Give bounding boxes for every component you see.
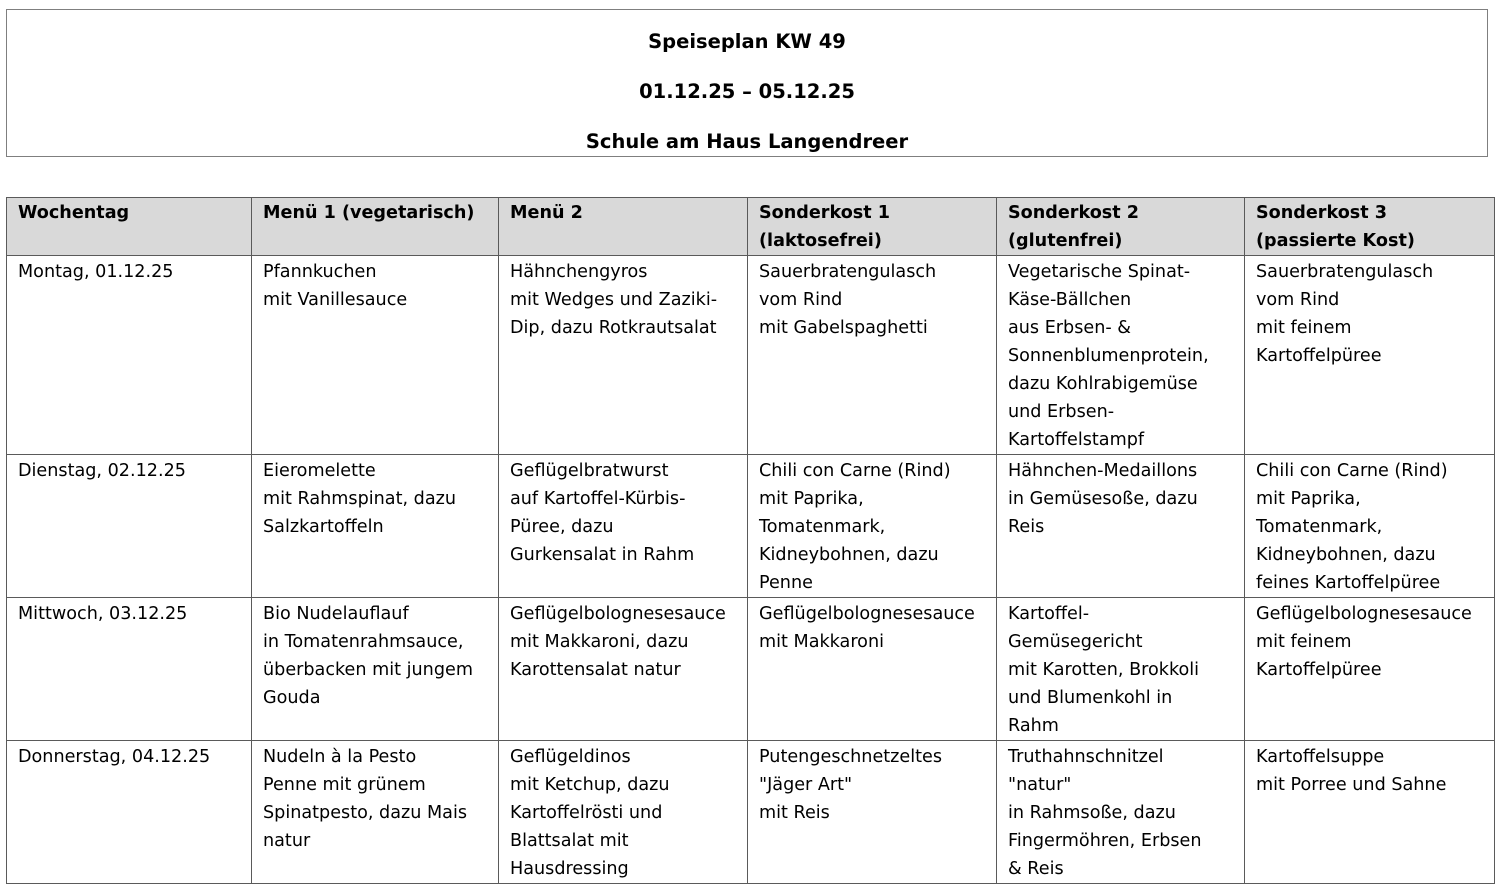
cell-text-line: Bio Nudelauflauf: [263, 604, 409, 624]
cell-text-line: Sonderkost 3: [1256, 203, 1388, 223]
cell-text-line: Penne mit grünem: [263, 775, 426, 795]
cell-text-line: Rahm: [1008, 716, 1059, 736]
table-row: [7, 256, 1495, 455]
cell-text-line: Penne: [759, 573, 813, 593]
cell-text-line: feines Kartoffelpüree: [1256, 573, 1441, 593]
cell-text-line: und Blumenkohl in: [1008, 688, 1173, 708]
cell-text-line: Geflügelbolognesesauce: [510, 604, 726, 624]
meal-cell-sonderkost-2-gluten-free: [997, 455, 1245, 598]
weekday-cell: [7, 455, 252, 598]
meal-cell-menu-1-vegetarian: [252, 455, 499, 598]
cell-text-line: Chili con Carne (Rind): [1256, 461, 1448, 481]
table-row: [7, 455, 1495, 598]
table-row: [7, 598, 1495, 741]
cell-text-line: Tomatenmark,: [1256, 517, 1383, 537]
meal-cell-menu-1-vegetarian: [252, 256, 499, 455]
cell-text-line: natur: [263, 831, 311, 851]
weekday-label: Dienstag, 02.12.25: [18, 461, 186, 481]
cell-text-line: Gemüsegericht: [1008, 632, 1143, 652]
meal-cell-sonderkost-1-lactose-free: [748, 455, 997, 598]
cell-text-line: Kartoffelpüree: [1256, 660, 1382, 680]
cell-text-line: Sauerbratengulasch: [1256, 262, 1434, 282]
cell-text-line: Kidneybohnen, dazu: [759, 545, 939, 565]
column-header-weekday: [7, 198, 252, 256]
column-header-menu-1-vegetarian: [252, 198, 499, 256]
cell-text-line: Karottensalat natur: [510, 660, 681, 680]
meal-cell-menu-2: [499, 598, 748, 741]
cell-text-line: Dip, dazu Rotkrautsalat: [510, 318, 717, 338]
cell-text-line: "Jäger Art": [759, 775, 853, 795]
cell-text-line: Geflügelbolognesesauce: [1256, 604, 1472, 624]
cell-text-line: vom Rind: [1256, 290, 1340, 310]
cell-text-line: Geflügelbolognesesauce: [759, 604, 975, 624]
cell-text-line: Blattsalat mit: [510, 831, 629, 851]
cell-text-line: überbacken mit jungem: [263, 660, 473, 680]
cell-text-line: Putengeschnetzeltes: [759, 747, 943, 767]
cell-text-line: Sonnenblumenprotein,: [1008, 346, 1209, 366]
cell-text-line: "natur": [1008, 775, 1072, 795]
cell-text-line: in Rahmsoße, dazu: [1008, 803, 1176, 823]
cell-text-line: Reis: [1008, 517, 1045, 537]
cell-text-line: (laktosefrei): [759, 231, 882, 251]
meal-cell-sonderkost-3-pureed: [1245, 598, 1495, 741]
meal-cell-sonderkost-2-gluten-free: [997, 598, 1245, 741]
cell-text-line: Kartoffel-: [1008, 604, 1090, 624]
cell-text-line: Pfannkuchen: [263, 262, 377, 282]
cell-text-line: in Tomatenrahmsauce,: [263, 632, 464, 652]
meal-cell-sonderkost-3-pureed: [1245, 455, 1495, 598]
cell-text-line: Salzkartoffeln: [263, 517, 384, 537]
cell-text-line: Spinatpesto, dazu Mais: [263, 803, 468, 823]
cell-text-line: mit Reis: [759, 803, 830, 823]
meal-cell-sonderkost-3-pureed: [1245, 256, 1495, 455]
cell-text-line: Sonderkost 2: [1008, 203, 1140, 223]
cell-text-line: mit Makkaroni: [759, 632, 884, 652]
weekday-cell: [7, 256, 252, 455]
weekday-cell: [7, 741, 252, 884]
menu-table: [6, 197, 1495, 884]
plan-title: Speiseplan KW 49: [648, 30, 846, 53]
meal-cell-menu-2: [499, 741, 748, 884]
cell-text-line: Chili con Carne (Rind): [759, 461, 951, 481]
cell-text-line: mit Paprika,: [759, 489, 864, 509]
meal-cell-sonderkost-3-pureed: [1245, 741, 1495, 884]
cell-text-line: Hähnchengyros: [510, 262, 648, 282]
cell-text-line: Kartoffelstampf: [1008, 430, 1145, 450]
cell-text-line: Vegetarische Spinat-: [1008, 262, 1191, 282]
cell-text-line: und Erbsen-: [1008, 402, 1115, 422]
cell-text-line: mit feinem: [1256, 318, 1352, 338]
cell-text-line: Geflügeldinos: [510, 747, 631, 767]
cell-text-line: mit Makkaroni, dazu: [510, 632, 689, 652]
cell-text-line: Gouda: [263, 688, 321, 708]
cell-text-line: mit Vanillesauce: [263, 290, 408, 310]
cell-text-line: (passierte Kost): [1256, 231, 1415, 251]
cell-text-line: (glutenfrei): [1008, 231, 1123, 251]
weekday-label: Donnerstag, 04.12.25: [18, 747, 211, 767]
cell-text-line: mit Gabelspaghetti: [759, 318, 928, 338]
meal-cell-sonderkost-1-lactose-free: [748, 256, 997, 455]
meal-cell-sonderkost-1-lactose-free: [748, 741, 997, 884]
menu-table-body: [7, 198, 1495, 884]
meal-cell-menu-2: [499, 256, 748, 455]
cell-text-line: Kartoffelpüree: [1256, 346, 1382, 366]
cell-text-line: mit Rahmspinat, dazu: [263, 489, 456, 509]
cell-text-line: vom Rind: [759, 290, 843, 310]
cell-text-line: Geflügelbratwurst: [510, 461, 669, 481]
cell-text-line: in Gemüsesoße, dazu: [1008, 489, 1198, 509]
cell-text-line: Gurkensalat in Rahm: [510, 545, 695, 565]
meal-cell-sonderkost-1-lactose-free: [748, 598, 997, 741]
cell-text-line: mit Karotten, Brokkoli: [1008, 660, 1200, 680]
meal-cell-menu-1-vegetarian: [252, 741, 499, 884]
weekday-label: Montag, 01.12.25: [18, 262, 174, 282]
cell-text-line: Käse-Bällchen: [1008, 290, 1132, 310]
cell-text-line: Eieromelette: [263, 461, 376, 481]
date-range: 01.12.25 – 05.12.25: [639, 80, 855, 103]
meal-cell-menu-1-vegetarian: [252, 598, 499, 741]
meal-cell-sonderkost-2-gluten-free: [997, 256, 1245, 455]
cell-text-line: auf Kartoffel-Kürbis-: [510, 489, 686, 509]
cell-text-line: Wochentag: [18, 203, 130, 223]
cell-text-line: Menü 2: [510, 203, 583, 223]
cell-text-line: mit feinem: [1256, 632, 1352, 652]
cell-text-line: Tomatenmark,: [759, 517, 886, 537]
column-header-menu-2: [499, 198, 748, 256]
school-name: Schule am Haus Langendreer: [585, 130, 909, 153]
plan-header: [6, 9, 1488, 157]
cell-text-line: Püree, dazu: [510, 517, 614, 537]
column-header-sonderkost-1-lactose-free: [748, 198, 997, 256]
cell-text-line: Kartoffelsuppe: [1256, 747, 1385, 767]
cell-text-line: & Reis: [1008, 859, 1064, 879]
cell-text-line: dazu Kohlrabigemüse: [1008, 374, 1198, 394]
meal-cell-menu-2: [499, 455, 748, 598]
cell-text-line: mit Porree und Sahne: [1256, 775, 1447, 795]
cell-text-line: Truthahnschnitzel: [1008, 747, 1164, 767]
cell-text-line: Sonderkost 1: [759, 203, 891, 223]
cell-text-line: mit Ketchup, dazu: [510, 775, 670, 795]
cell-text-line: mit Paprika,: [1256, 489, 1361, 509]
weekday-label: Mittwoch, 03.12.25: [18, 604, 188, 624]
cell-text-line: Hähnchen-Medaillons: [1008, 461, 1198, 481]
cell-text-line: Kartoffelrösti und: [510, 803, 663, 823]
cell-text-line: Kidneybohnen, dazu: [1256, 545, 1436, 565]
column-header-sonderkost-3-pureed: [1245, 198, 1495, 256]
table-header-row: [7, 198, 1495, 256]
table-row: [7, 741, 1495, 884]
cell-text-line: mit Wedges und Zaziki-: [510, 290, 718, 310]
cell-text-line: Menü 1 (vegetarisch): [263, 203, 475, 223]
weekday-cell: [7, 598, 252, 741]
cell-text-line: Hausdressing: [510, 859, 629, 879]
cell-text-line: Sauerbratengulasch: [759, 262, 937, 282]
meal-cell-sonderkost-2-gluten-free: [997, 741, 1245, 884]
column-header-sonderkost-2-gluten-free: [997, 198, 1245, 256]
cell-text-line: Nudeln à la Pesto: [263, 747, 417, 767]
cell-text-line: aus Erbsen- &: [1008, 318, 1132, 338]
cell-text-line: Fingermöhren, Erbsen: [1008, 831, 1202, 851]
